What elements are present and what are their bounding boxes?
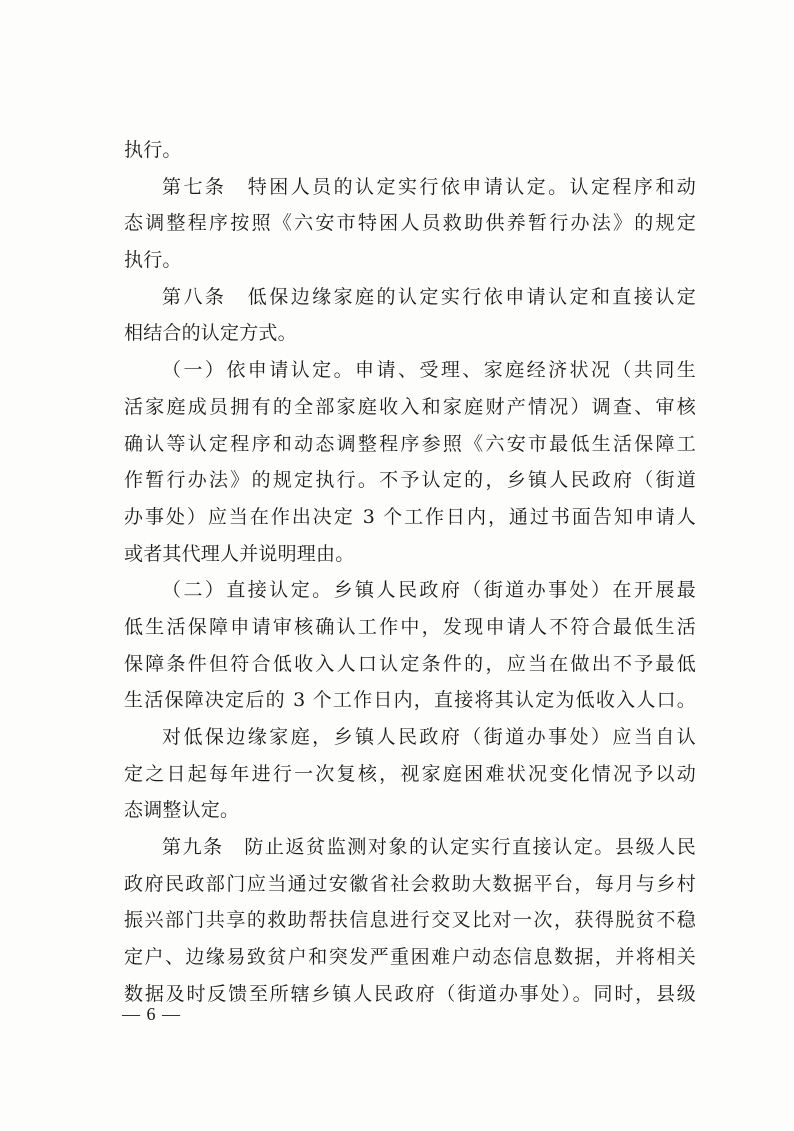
text-line: 执行。 [124,139,182,161]
text-line: 活家庭成员拥有的全部家庭收入和家庭财产情况）调查、审核 [124,395,696,418]
text-line: 执行。 [124,249,182,272]
text-line: 生活保障决定后的 3 个工作日内，直接将其认定为低收入人口。 [124,689,696,712]
text-line: 振兴部门共享的救助帮扶信息进行交叉比对一次，获得脱贫不稳 [124,909,696,932]
text-line: 政府民政部门应当通过安徽省社会救助大数据平台，每月与乡村 [124,872,696,895]
page-number: — 6 — [122,1004,181,1024]
text-line: 办事处）应当在作出决定 3 个工作日内，通过书面告知申请人 [124,505,696,528]
clause-2-heading-line: （二）直接认定。乡镇人民政府（街道办事处）在开展最 [162,579,696,602]
text-line: 低生活保障申请审核确认工作中，发现申请人不符合最低生活 [124,615,696,638]
text-line: 态调整程序按照《六安市特困人员救助供养暂行办法》的规定 [124,212,696,235]
article-9-heading-line: 第九条 防止返贫监测对象的认定实行直接认定。县级人民 [162,836,696,859]
text-line: 数据及时反馈至所辖乡镇人民政府（街道办事处）。同时，县级 [124,982,696,1005]
text-line: 定之日起每年进行一次复核，视家庭困难状况变化情况予以动 [124,762,696,785]
document-body [124,132,696,1013]
text-line: 作暂行办法》的规定执行。不予认定的，乡镇人民政府（街道 [124,469,696,492]
paragraph-first-line: 对低保边缘家庭，乡镇人民政府（街道办事处）应当自认 [162,726,696,748]
text-line: 确认等认定程序和动态调整程序参照《六安市最低生活保障工 [124,432,696,455]
clause-1-heading-line: （一）依申请认定。申请、受理、家庭经济状况（共同生 [162,359,696,382]
text-line: 相结合的认定方式。 [124,322,297,345]
text-line: 定户、边缘易致贫户和突发严重困难户动态信息数据，并将相关 [124,946,696,969]
article-7-heading-line: 第七条 特困人员的认定实行依申请认定。认定程序和动 [162,175,696,198]
text-line: 态调整认定。 [124,799,240,822]
article-8-heading-line: 第八条 低保边缘家庭的认定实行依申请认定和直接认定 [162,285,696,308]
text-line: 保障条件但符合低收入人口认定条件的，应当在做出不予最低 [124,652,696,675]
text-line: 或者其代理人并说明理由。 [124,542,355,565]
